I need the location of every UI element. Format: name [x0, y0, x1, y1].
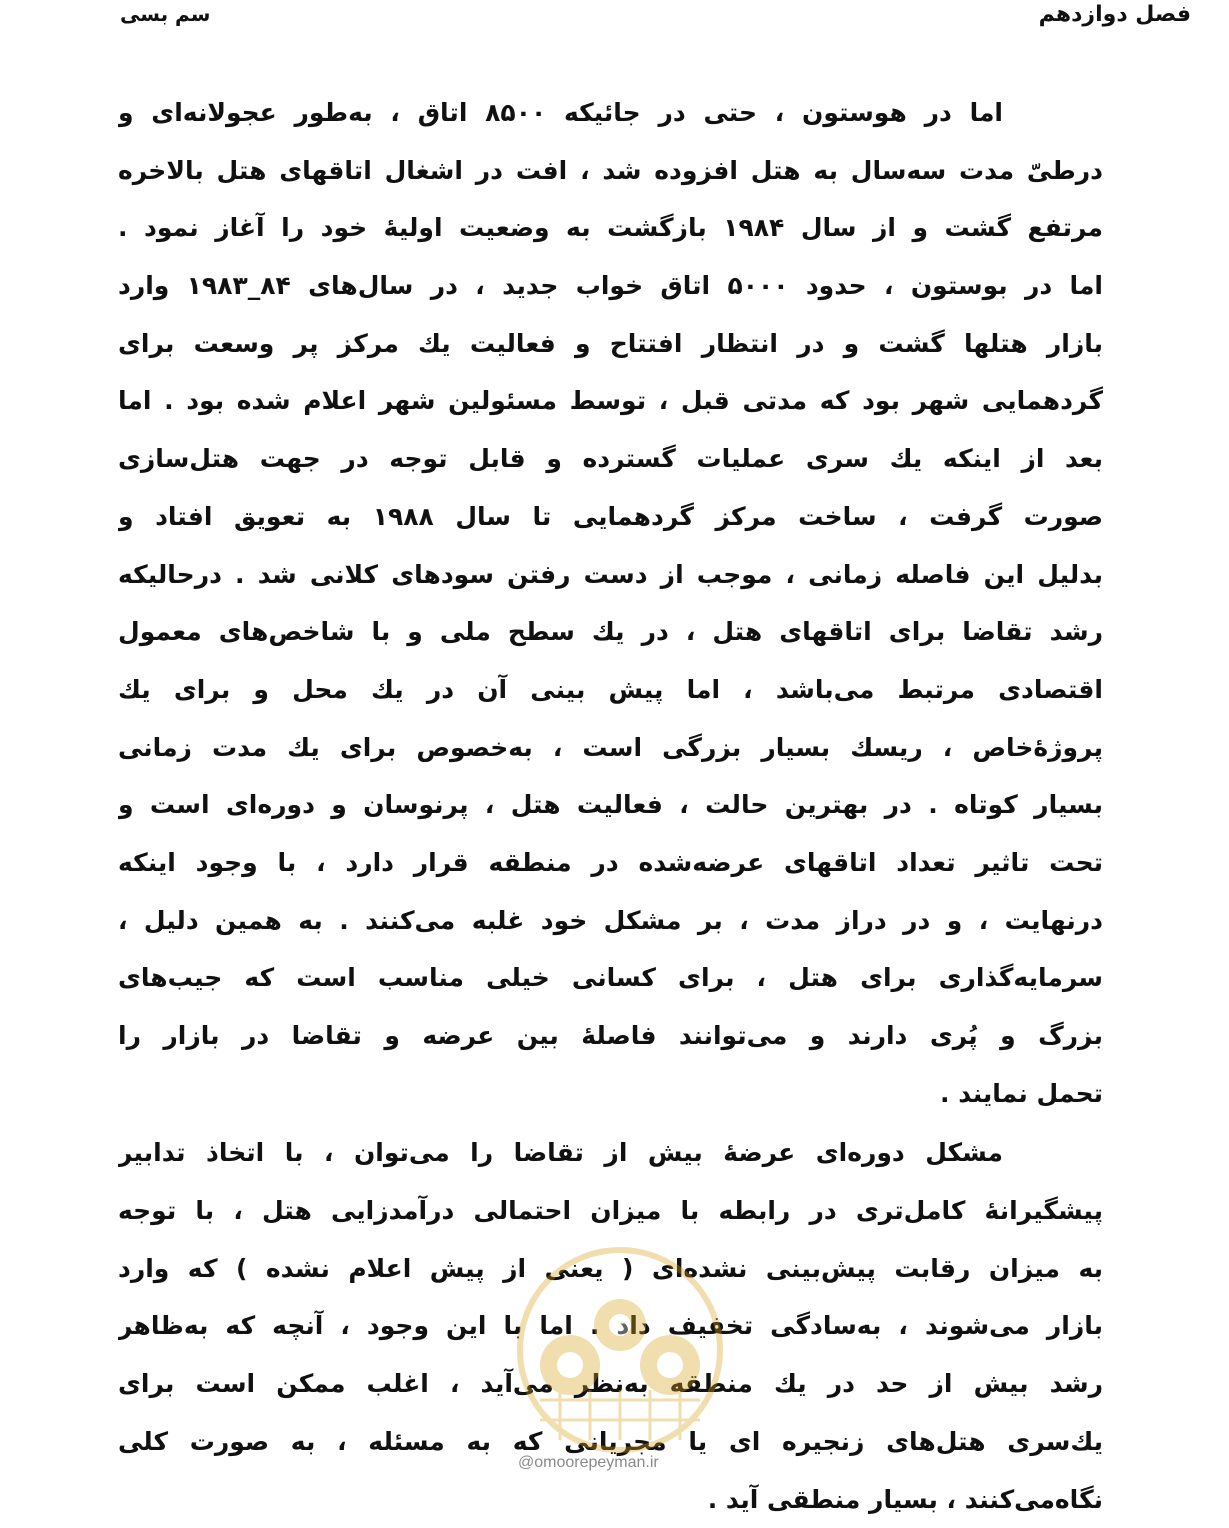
text-line: اما در هوستون ، حتی در جائیکه ۸۵۰۰ اتاق ، به‌طور عجولانه‌ای و — [118, 84, 1103, 142]
text-line: بسیار کوتاه . در بهترین حالت ، فعالیت هتل ، پرنوسان و دوره‌ای است و — [118, 776, 1103, 834]
text-line: پروژهٔ‌خاص ، ریسك بسیار بزرگی است ، به‌خصوص برای یك مدت زمانی — [118, 719, 1103, 777]
body-text — [118, 84, 1103, 1528]
text-line: اما در بوستون ، حدود ۵۰۰۰ اتاق خواب جدید ، در سال‌های ۸۴_۱۹۸۳ وارد — [118, 257, 1103, 315]
text-line: رشد تقاضا برای اتاقهای هتل ، در یك سطح ملی و با شاخص‌های معمول — [118, 603, 1103, 661]
text-line: بدلیل این فاصله زمانی ، موجب از دست رفتن سودهای کلانی شد . درحالیکه — [118, 546, 1103, 604]
text-line: بزرگ و پُری دارند و می‌توانند فاصلهٔ بین عرضه و تقاضا در بازار را — [118, 1007, 1103, 1065]
watermark-text: @omoorepeyman.ir — [518, 1454, 659, 1472]
text-line: رشد بیش از حد در یك منطقه به‌نظر می‌آید ، اغلب ممکن است برای — [118, 1355, 1103, 1413]
page-header — [0, 0, 1229, 30]
chapter-title: فصل دوازدهم — [1039, 2, 1191, 27]
running-header: سم بسی — [120, 2, 210, 26]
text-line: بعد از اینکه یك سری عملیات گسترده و قابل توجه در جهت هتل‌سازی — [118, 430, 1103, 488]
text-line: گردهمایی شهر بود که مدتی قبل ، توسط مسئولین شهر اعلام شده بود . اما — [118, 372, 1103, 430]
text-line: به میزان رقابت پیش‌بینی نشده‌ای ( یعنی از پیش اعلام نشده ) که وارد — [118, 1240, 1103, 1298]
text-line: پیشگیرانهٔ کامل‌تری در رابطه با میزان احتمالی درآمدزایی هتل ، با توجه — [118, 1182, 1103, 1240]
text-line: تحت تاثیر تعداد اتاقهای عرضه‌شده در منطقه قرار دارد ، با وجود اینکه — [118, 834, 1103, 892]
text-line: مرتفع گشت و از سال ۱۹۸۴ بازگشت به وضعیت اولیهٔ خود را آغاز نمود . — [118, 199, 1103, 257]
text-line: نگاه‌می‌کنند ، بسیار منطقی آید . — [118, 1471, 1103, 1528]
text-line: درنهایت ، و در دراز مدت ، بر مشکل خود غلبه می‌کنند . به همین دلیل ، — [118, 892, 1103, 950]
text-line: درطیّ مدت سه‌سال به هتل افزوده شد ، افت در اشغال اتاقهای هتل بالاخره — [118, 142, 1103, 200]
paragraph-1 — [118, 84, 1103, 1122]
text-line: مشکل دوره‌ای عرضهٔ بیش از تقاضا را می‌توان ، با اتخاذ تدابیر — [118, 1124, 1103, 1182]
text-line: اقتصادی مرتبط می‌باشد ، اما پیش بینی آن در یك محل و برای یك — [118, 661, 1103, 719]
text-line: سرمایه‌گذاری برای هتل ، برای کسانی خیلی مناسب است که جیب‌های — [118, 949, 1103, 1007]
text-line: صورت گرفت ، ساخت مرکز گردهمایی تا سال ۱۹۸۸ به تعویق افتاد و — [118, 488, 1103, 546]
text-line: تحمل نمایند . — [118, 1065, 1103, 1123]
text-line: یك‌سری هتل‌های زنجیره ای یا مجریانی که به مسئله ، به صورت کلی — [118, 1413, 1103, 1471]
text-line: بازار می‌شوند ، به‌سادگی تخفیف داد . اما با این وجود ، آنچه که به‌ظاهر — [118, 1297, 1103, 1355]
text-line: بازار هتلها گشت و در انتظار افتتاح و فعالیت یك مرکز پر وسعت برای — [118, 315, 1103, 373]
